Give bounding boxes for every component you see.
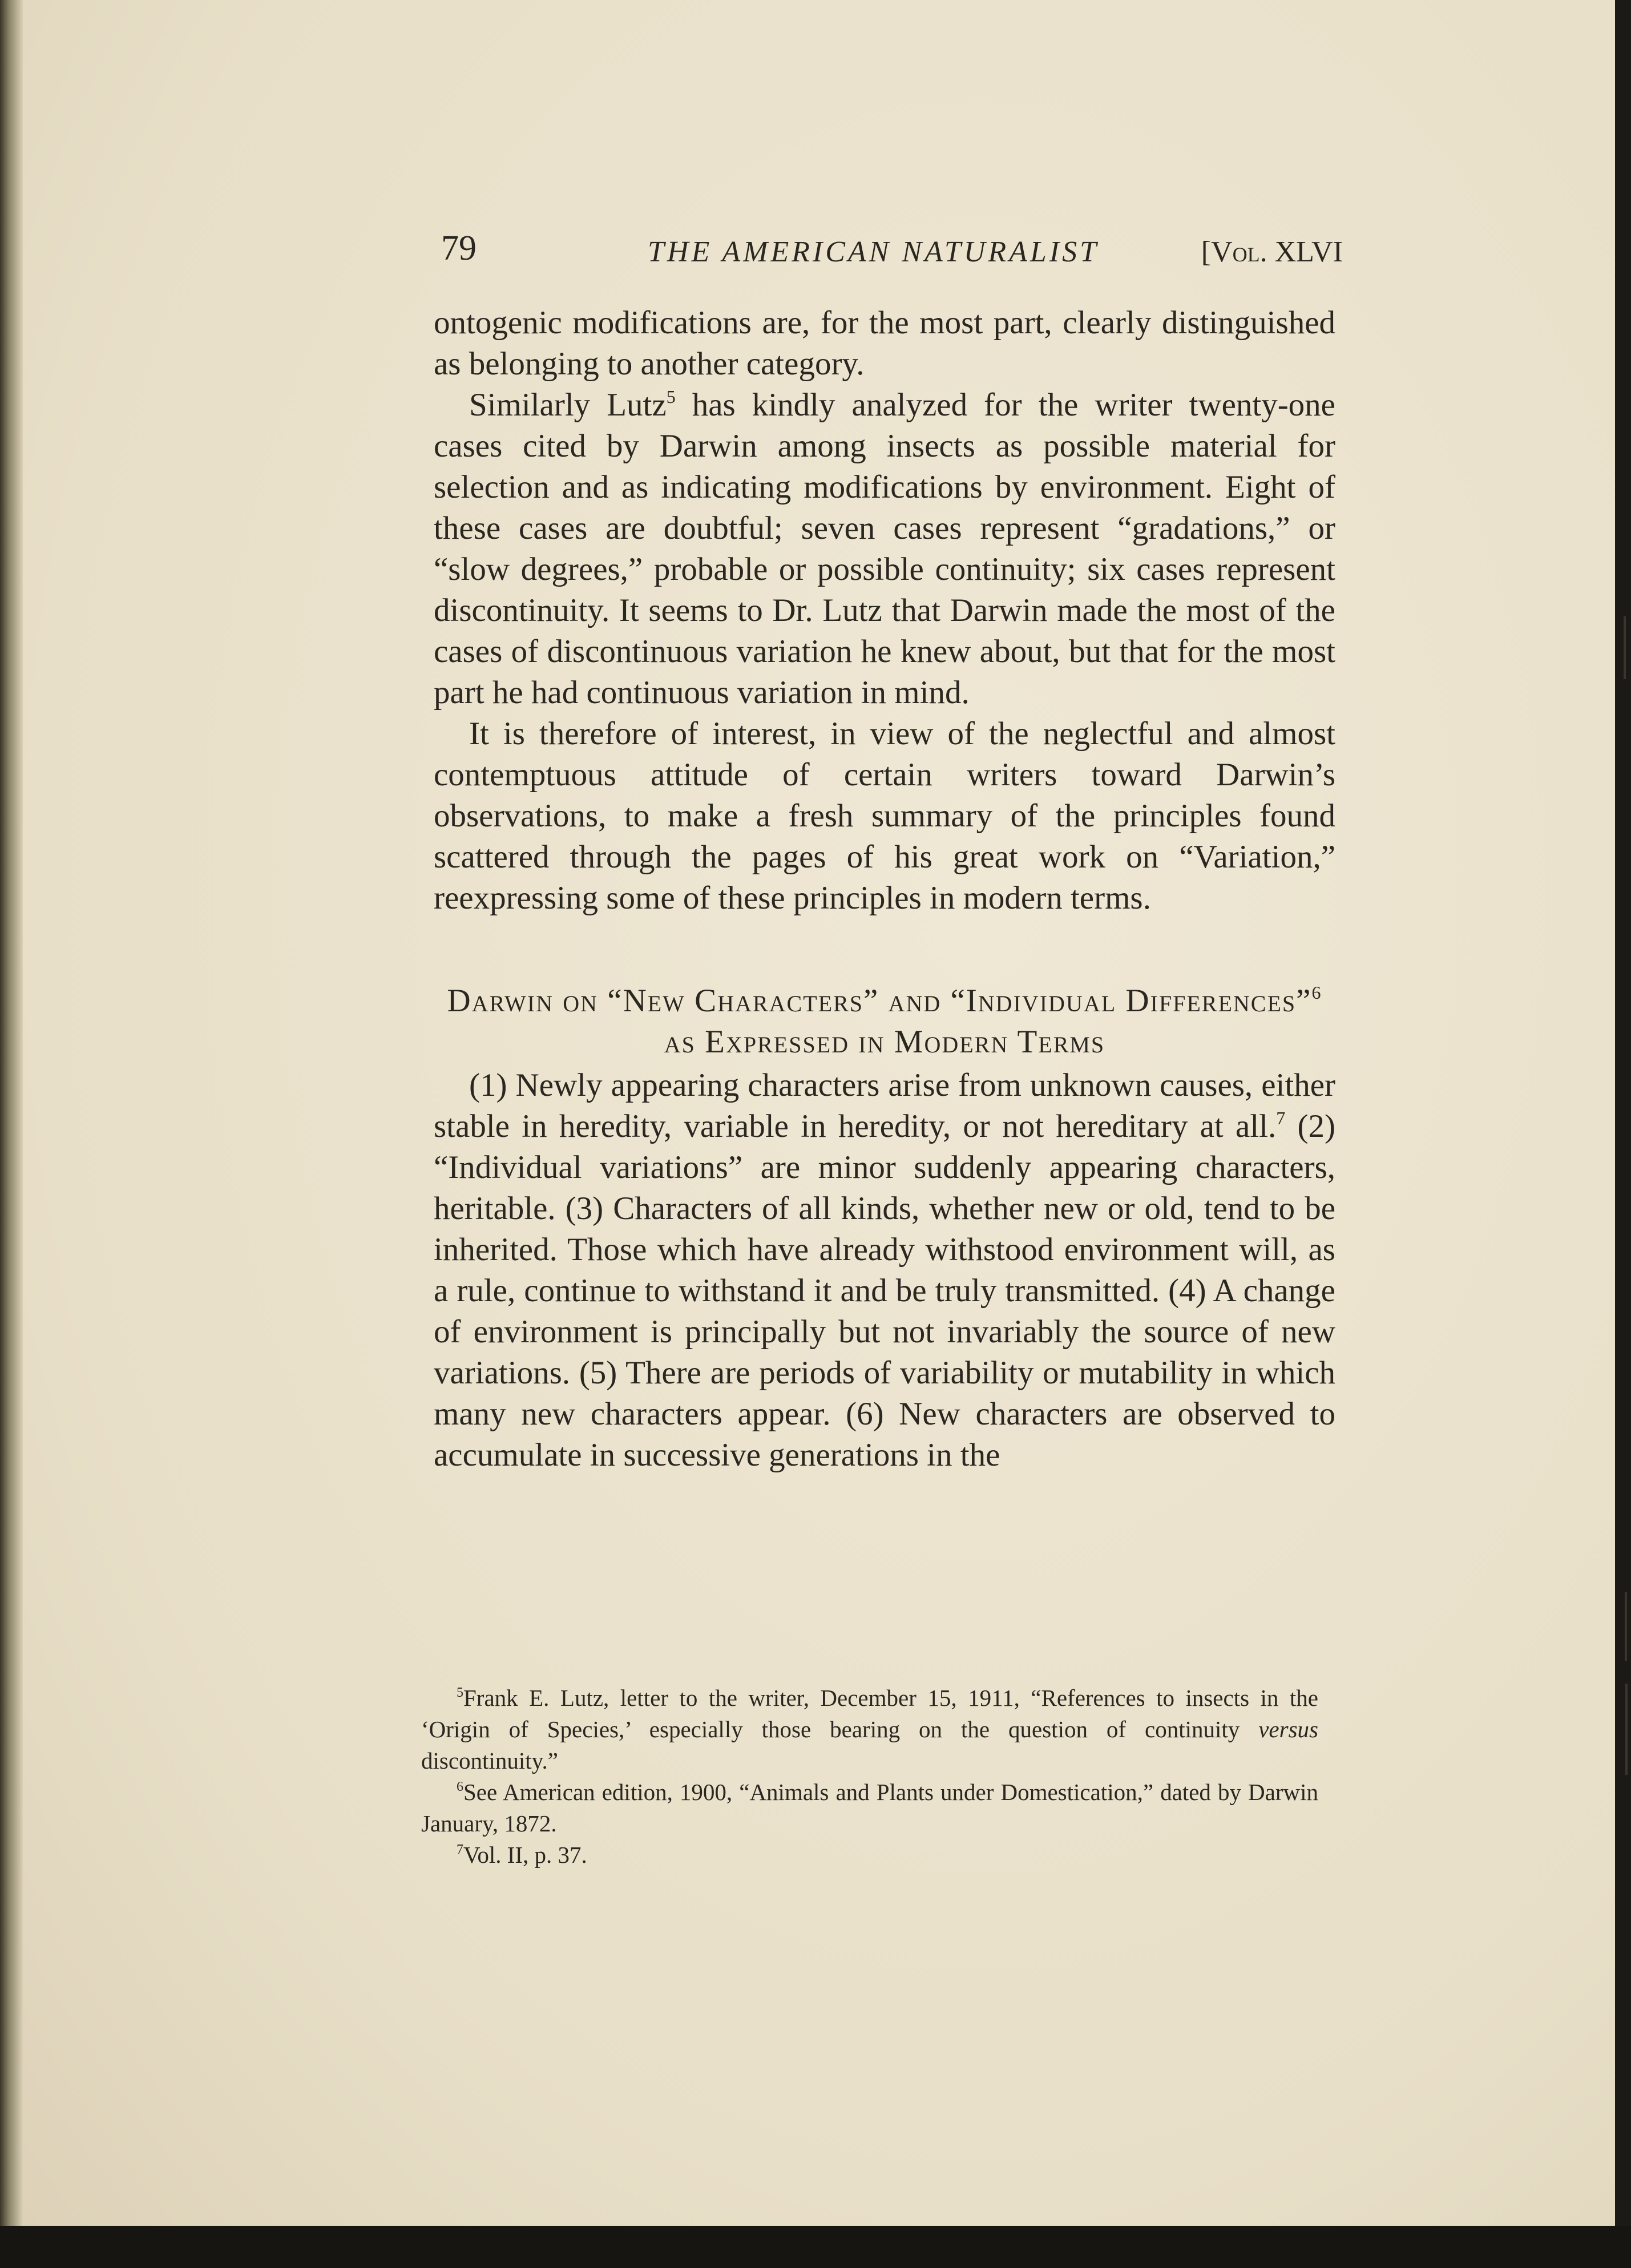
paragraph — [434, 1065, 1335, 1476]
page-header — [441, 228, 1343, 280]
paragraph — [434, 385, 1335, 713]
page-binding-edge — [0, 0, 23, 2268]
section-heading-text: Darwin on “New Characters” and “Individual Differences” — [447, 983, 1312, 1019]
footnote — [421, 1839, 1318, 1871]
paragraph: ontogenic modifications are, for the most part, clearly distinguished as belonging to another category. — [434, 305, 1335, 382]
footnotes — [421, 1682, 1318, 1871]
paragraph-text: (2) “Individual variations” are minor suddenly appearing characters, heritable. (3) Characters of all kinds, whether new or old, tend to be inherited. Those which have already withstood environment will, as a rule, continue to withstand it and be truly transmitted. (4) A change of environment is principally but not invariably the source of new variations. (5) There are periods of variability or mutability in which many new characters appear. (6) New characters are observed to accumulate in successive generations in the — [434, 1108, 1335, 1473]
body-text — [434, 302, 1335, 1476]
footnote-number: 5 — [457, 1685, 463, 1700]
paragraph: It is therefore of interest, in view of the neglectful and almost contemptuous attitude of certain writers toward Darwin’s observations, to make a fresh summary of the principles found scattered through the pages of his great work on “Variation,” reexpressing some of these principles in modern terms. — [434, 716, 1335, 916]
section-gap — [434, 919, 1335, 980]
footnote-text: Vol. II, p. 37. — [463, 1842, 587, 1868]
paragraph-text: Similarly Lutz — [469, 387, 667, 423]
footnote-ref: 6 — [1311, 982, 1322, 1003]
running-title: THE AMERICAN NATURALIST — [648, 236, 1100, 268]
footnote — [421, 1682, 1318, 1777]
section-heading — [434, 980, 1335, 1063]
paragraph-text: has kindly analyzed for the writer twenty-one cases cited by Darwin among insects as possible material for selection and as indicating modifications by environment. Eight of these cases are doubtful; seven cases represent “gradations,” or “slow degrees,” probable or possible continuity; six cases represent discontinuity. It seems to Dr. Lutz that Darwin made the most of the cases of discontinuous variation he knew about, but that for the most part he had continuous variation in mind. — [434, 387, 1335, 711]
paragraph-text: (1) Newly appearing characters arise from unknown causes, either stable in heredity, variable in heredity, or not hereditary at all. — [434, 1067, 1335, 1144]
margin-mark — [1624, 616, 1626, 679]
margin-mark — [1625, 1592, 1627, 1661]
footnote-number: 7 — [457, 1842, 463, 1857]
footnote-ref: 5 — [666, 386, 676, 407]
footnote-text: Frank E. Lutz, letter to the writer, December 15, 1911, “References to insects in the ‘Origin of Species,’ especially those bearing on the question of continuity — [421, 1685, 1318, 1742]
footnote-text: discontinuity.” — [421, 1748, 558, 1774]
page-number: 79 — [441, 229, 477, 268]
footnote-ref: 7 — [1276, 1108, 1286, 1128]
footnote-text: See American edition, 1900, “Animals and Plants under Domestication,” dated by Darwin January, 1872. — [421, 1779, 1318, 1837]
scan-bottom-edge — [0, 2226, 1631, 2268]
footnote — [421, 1777, 1318, 1839]
volume-label: [Vol. XLVI — [1201, 236, 1343, 268]
margin-mark — [1625, 1684, 1628, 1775]
section-heading-text: as Expressed in Modern Terms — [664, 1024, 1105, 1060]
footnote-number: 6 — [457, 1779, 463, 1794]
footnote-text: versus — [1258, 1716, 1318, 1742]
